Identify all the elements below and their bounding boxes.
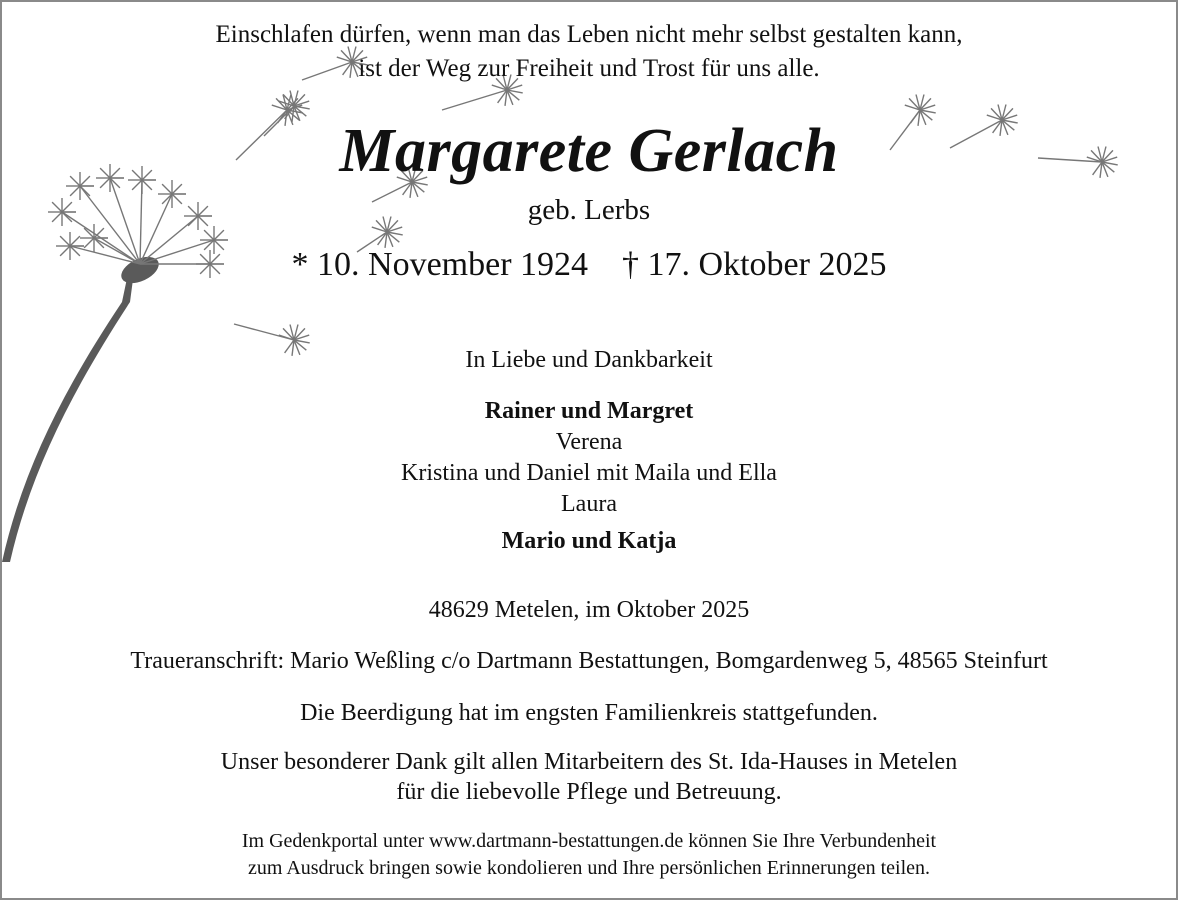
death-date: † 17. Oktober 2025 — [622, 246, 887, 283]
mourners-intro: In Liebe und Dankbarkeit — [465, 347, 713, 373]
poem-line: Einschlafen dürfen, wenn man das Leben nicht mehr selbst gestalten kann, — [215, 21, 963, 48]
mourning-address: Traueranschrift: Mario Weßling c/o Dartmann Bestattungen, Bomgardenweg 5, 48565 Steinfurt — [130, 648, 1048, 674]
portal-line: zum Ausdruck bringen sowie kondolieren und Ihre persönlichen Erinnerungen teilen. — [247, 857, 931, 879]
thanks-line: für die liebevolle Pflege und Betreuung. — [396, 779, 782, 805]
portal-line: Im Gedenkportal unter www.dartmann-bestattungen.de können Sie Ihre Verbundenheit — [241, 830, 937, 852]
deceased-name: Margarete Gerlach — [339, 117, 839, 185]
mourner: Kristina und Daniel mit Maila und Ella — [401, 460, 777, 486]
poem — [2, 18, 1176, 86]
place-date: 48629 Metelen, im Oktober 2025 — [428, 597, 750, 623]
mourner-family: Rainer und Margret — [484, 398, 694, 424]
burial-note: Die Beerdigung hat im engsten Familienkreis stattgefunden. — [300, 700, 878, 726]
poem-line: ist der Weg zur Freiheit und Trost für uns alle. — [358, 55, 820, 82]
thanks-line: Unser besonderer Dank gilt allen Mitarbeitern des St. Ida-Hauses in Metelen — [220, 749, 958, 775]
mourners-list — [2, 396, 1176, 557]
mourner-family: Mario und Katja — [501, 528, 677, 554]
life-dates — [2, 246, 1176, 284]
memorial-portal-note — [2, 828, 1176, 882]
mourner: Verena — [555, 429, 623, 455]
birth-date: * 10. November 1924 — [291, 246, 589, 283]
mourner: Laura — [561, 491, 617, 517]
birth-name: geb. Lerbs — [527, 194, 651, 226]
thanks-note — [2, 747, 1176, 807]
